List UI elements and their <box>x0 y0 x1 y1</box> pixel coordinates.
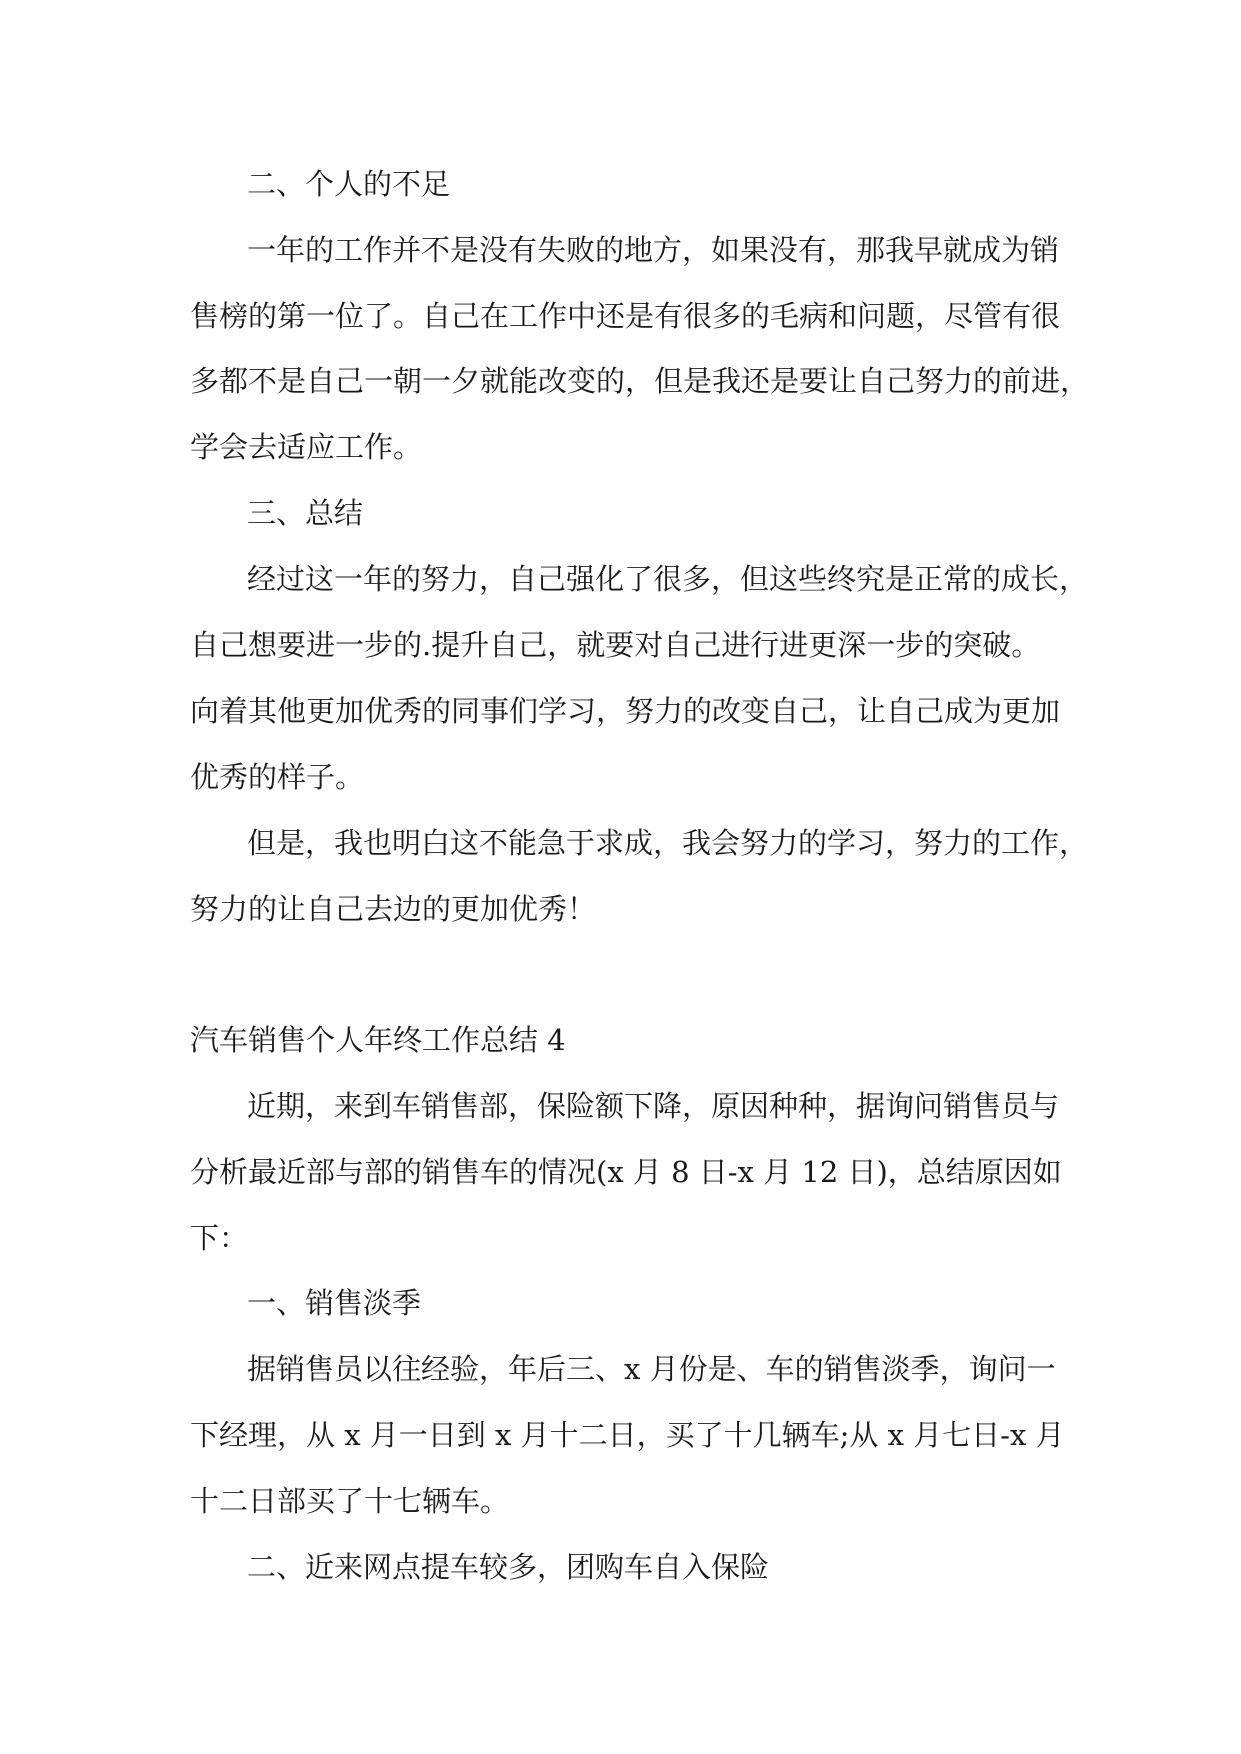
paragraph-line: 努力的让自己去边的更加优秀！ <box>190 892 597 926</box>
paragraph-line: 经过这一年的努力，自己强化了很多，但这些终究是正常的成长， <box>247 562 1089 596</box>
paragraph-line: 据销售员以往经验，年后三、x 月份是、车的销售淡季，询问一 <box>247 1352 1056 1386</box>
paragraph-line: 十二日部买了十七辆车。 <box>190 1484 510 1518</box>
paragraph-line: 下： <box>190 1221 249 1255</box>
paragraph-line: 近期，来到车销售部，保险额下降，原因种种，据询问销售员与 <box>247 1089 1060 1123</box>
paragraph-line: 向着其他更加优秀的同事们学习，努力的改变自己，让自己成为更加 <box>190 694 1061 728</box>
section-heading: 二、个人的不足 <box>247 167 451 201</box>
section-heading: 二、近来网点提车较多，团购车自入保险 <box>247 1550 770 1584</box>
paragraph-line: 一年的工作并不是没有失败的地方，如果没有，那我早就成为销 <box>247 233 1060 267</box>
article-title: 汽车销售个人年终工作总结 4 <box>190 1023 566 1057</box>
paragraph-line: 学会去适应工作。 <box>190 430 423 464</box>
paragraph-line: 优秀的样子。 <box>190 760 365 794</box>
paragraph-line: 分析最近部与部的销售车的情况(x 月 8 日-x 月 12 日)，总结原因如 <box>190 1155 1062 1189</box>
paragraph-line: 自己想要进一步的.提升自己，就要对自己进行进更深一步的突破。 <box>190 628 1041 662</box>
section-heading: 一、销售淡季 <box>247 1286 422 1320</box>
paragraph-line: 售榜的第一位了。自己在工作中还是有很多的毛病和问题，尽管有很 <box>190 299 1061 333</box>
paragraph-line: 但是，我也明白这不能急于求成，我会努力的学习，努力的工作， <box>247 826 1089 860</box>
paragraph-line: 下经理，从 x 月一日到 x 月十二日，买了十几辆车;从 x 月七日-x 月 <box>190 1418 1065 1452</box>
section-heading: 三、总结 <box>247 496 364 530</box>
paragraph-line: 多都不是自己一朝一夕就能改变的，但是我还是要让自己努力的前进， <box>190 364 1090 398</box>
